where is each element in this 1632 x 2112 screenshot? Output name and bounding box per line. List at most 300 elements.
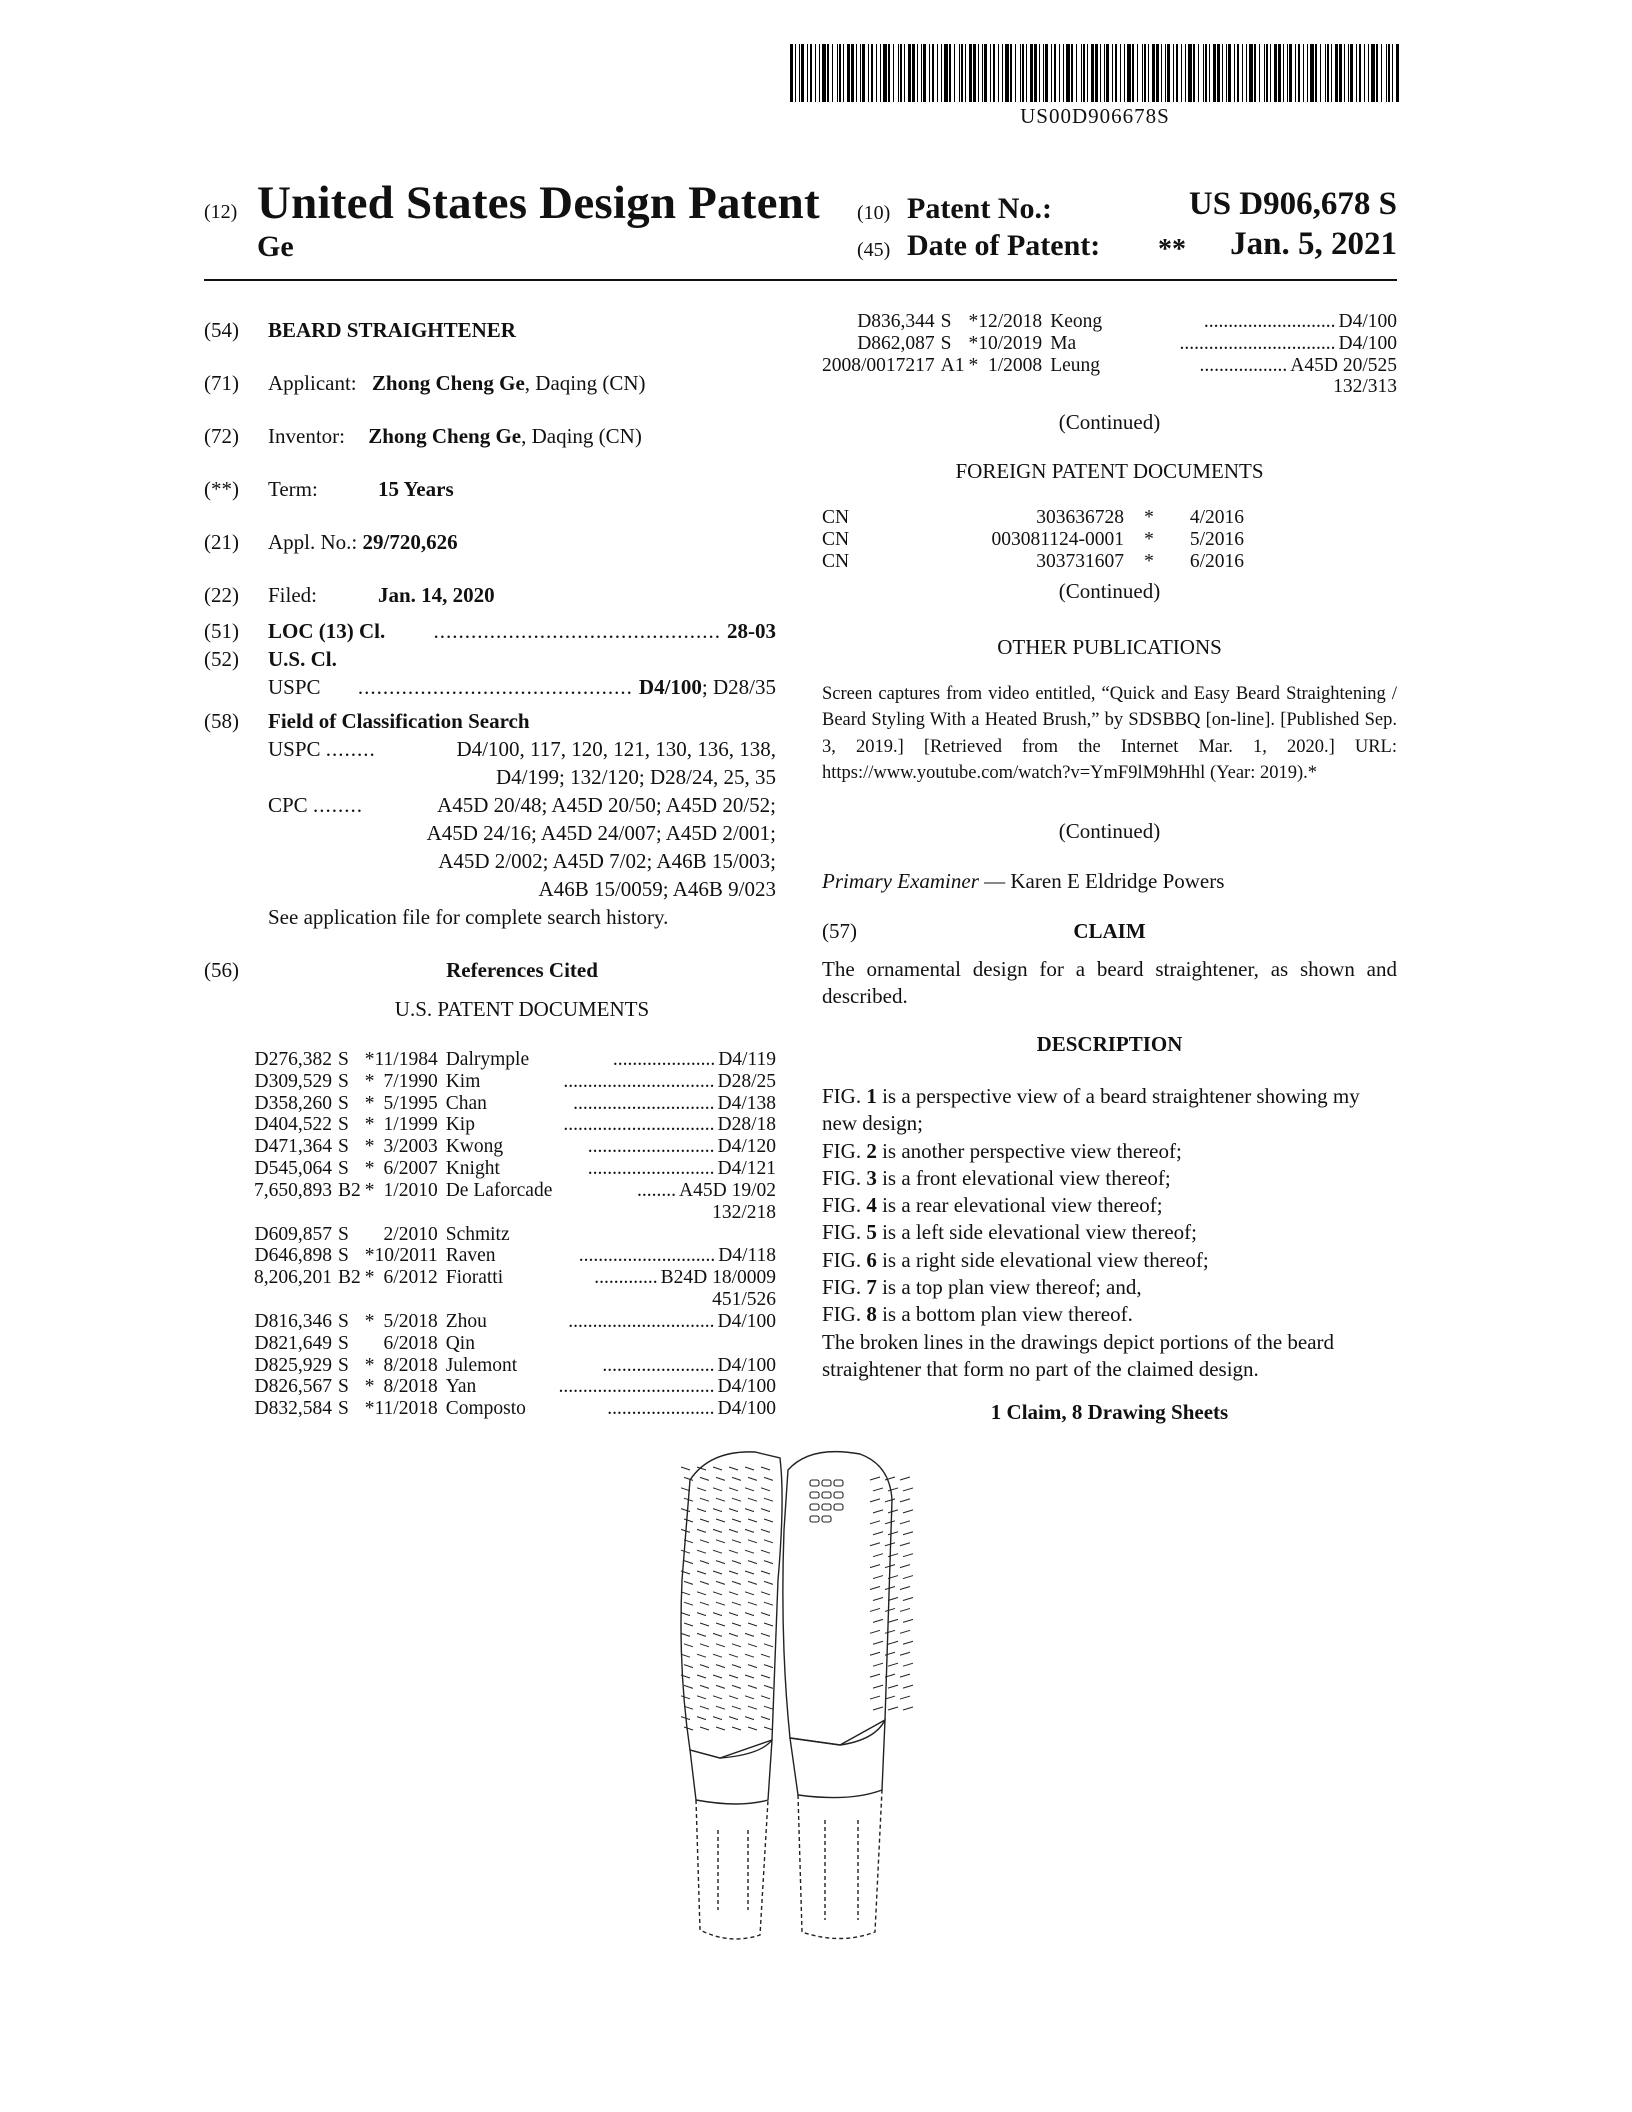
barcode <box>790 44 1400 102</box>
fig-prefix: FIG. <box>822 1302 867 1327</box>
bristle <box>732 1665 741 1668</box>
reference-row <box>254 1311 776 1333</box>
uspc-main-class: D4/100 <box>638 675 702 699</box>
reference-row <box>254 1333 776 1355</box>
ref-number: D836,344 <box>857 311 935 332</box>
ref-class-secondary: 132/313 <box>1333 376 1397 398</box>
bristle <box>684 1623 693 1626</box>
bristle <box>697 1633 706 1636</box>
ref-name: Julemont <box>445 1354 518 1376</box>
barcode-bar <box>923 44 926 102</box>
ref-kind: S <box>338 1070 349 1092</box>
bristle <box>903 1597 913 1600</box>
ref-kind: S <box>338 1223 349 1245</box>
ref-number: D276,382 <box>254 1049 332 1070</box>
barcode-bar <box>1392 44 1393 102</box>
ref-name-cell <box>446 1311 776 1333</box>
bristle <box>870 1543 880 1546</box>
fig-number: 2 <box>866 1138 877 1163</box>
ref-kind: S <box>338 1158 349 1180</box>
foreign-number: 003081124-0001 <box>991 528 1124 550</box>
barcode-bar <box>1071 44 1073 102</box>
ref-pad <box>365 1202 375 1224</box>
bristle <box>713 1717 722 1720</box>
barcode-bar <box>1274 44 1277 102</box>
bristle <box>684 1561 693 1564</box>
bristle <box>716 1477 725 1480</box>
bristle <box>681 1592 690 1595</box>
bristle <box>697 1550 706 1553</box>
ref-name: Fioratti <box>445 1267 504 1289</box>
code-52: (52) <box>204 647 239 671</box>
ref-number: D816,346 <box>254 1310 332 1332</box>
bristle <box>700 1540 709 1543</box>
figure-description <box>822 1301 1397 1328</box>
other-publications-text: Screen captures from video entitled, “Quick and Easy Beard Straightening / Beard Styling With a Heated Brush,” by SDSBBQ [on-line]. [Published Sep. 3, 2019.] [Retrieved from the Internet Mar. 1, 2020.] URL: https://www.youtube.com/watch?v=YmF9lM9hHhl (Year: 2019).* <box>822 684 1397 783</box>
brush-right-bristles <box>870 1477 913 1710</box>
bristle <box>700 1498 709 1501</box>
foreign-docs-title: FOREIGN PATENT DOCUMENTS <box>955 459 1264 483</box>
bristle <box>873 1576 883 1579</box>
ref-name: Kim <box>445 1070 481 1092</box>
ref-dots <box>513 1224 773 1246</box>
foreign-star: * <box>1144 507 1154 528</box>
barcode-bar <box>1242 44 1243 102</box>
bristle <box>903 1619 913 1622</box>
barcode-bar <box>1234 44 1235 102</box>
fig-prefix: FIG. <box>822 1138 867 1163</box>
ref-dots: ............................... <box>563 1114 715 1136</box>
ref-number: D646,898 <box>254 1245 332 1267</box>
barcode-bar <box>998 44 999 102</box>
bristle <box>700 1581 709 1584</box>
bristle <box>745 1509 754 1512</box>
claim-title: CLAIM <box>1073 919 1146 943</box>
ref-pad <box>254 1202 338 1224</box>
barcode-bar <box>984 44 987 102</box>
barcode-bar <box>1359 44 1361 102</box>
ref-date: 1/2008 <box>988 354 1043 376</box>
bristle <box>885 1499 895 1502</box>
ref-date: 6/2012 <box>383 1267 438 1289</box>
barcode-bar <box>1259 44 1260 102</box>
bristle <box>900 1477 910 1480</box>
barcode-bar <box>1091 44 1094 102</box>
barcode-bar <box>969 44 972 102</box>
reference-row <box>254 1049 776 1071</box>
bristle <box>745 1717 754 1720</box>
barcode-bar <box>837 44 838 102</box>
bristle <box>729 1613 738 1616</box>
bristle <box>713 1550 722 1553</box>
ref-number: D609,857 <box>254 1223 332 1245</box>
bristle <box>700 1665 709 1668</box>
bristle <box>732 1623 741 1626</box>
ref-kind: S <box>338 1398 349 1420</box>
bristle <box>729 1675 738 1678</box>
ref-date: 2/2010 <box>383 1223 438 1245</box>
foreign-star: * <box>1144 528 1154 550</box>
bristle <box>748 1519 757 1522</box>
field-uspc-label: USPC <box>268 737 321 761</box>
bristle <box>716 1581 725 1584</box>
bristle <box>873 1488 883 1491</box>
reference-row <box>822 311 1397 333</box>
ref-name-wrap <box>446 1224 776 1246</box>
bristle <box>764 1561 773 1564</box>
description-body <box>822 1083 1397 1383</box>
bristle <box>684 1581 693 1584</box>
ref-pad <box>375 1289 446 1311</box>
bristle <box>681 1467 690 1470</box>
barcode-bar <box>1112 44 1113 102</box>
barcode-bar <box>1043 44 1044 102</box>
bristle <box>684 1644 693 1647</box>
barcode-bar <box>917 44 918 102</box>
search-history-note: See application file for complete search history. <box>268 905 669 929</box>
barcode-bar <box>1368 44 1369 102</box>
bristle <box>761 1529 770 1532</box>
bristle <box>681 1633 690 1636</box>
code-22: (22) <box>204 583 239 607</box>
ref-name-cell <box>446 1224 776 1246</box>
bristle <box>729 1696 738 1699</box>
barcode-bar <box>1120 44 1121 102</box>
ref-class: D28/25 <box>717 1070 776 1092</box>
bristle <box>732 1561 741 1564</box>
ref-date: 10/2011 <box>374 1245 438 1267</box>
bristle <box>873 1510 883 1513</box>
bristle <box>716 1498 725 1501</box>
barcode-bar <box>880 44 881 102</box>
ref-pad <box>338 1289 365 1311</box>
bristle <box>700 1561 709 1564</box>
description-title: DESCRIPTION <box>1036 1032 1183 1056</box>
bristle <box>870 1521 880 1524</box>
ref-name-cell <box>446 1093 776 1115</box>
foreign-country: CN <box>822 528 850 550</box>
bristle <box>697 1509 706 1512</box>
bristle <box>900 1608 910 1611</box>
bristle <box>716 1602 725 1605</box>
bristle <box>700 1727 709 1730</box>
applicant-location: , Daqing (CN) <box>524 371 646 395</box>
barcode-bar <box>1076 44 1077 102</box>
bristle <box>748 1602 757 1605</box>
barcode-bar <box>1152 44 1155 102</box>
ref-kind: A1 <box>940 354 965 376</box>
fig-prefix: FIG. <box>822 1084 867 1108</box>
bristle <box>764 1685 773 1688</box>
ref-name-wrap <box>446 1267 776 1289</box>
bristle <box>732 1706 741 1709</box>
bristle <box>885 1608 895 1611</box>
barcode-bar <box>832 44 833 102</box>
ref-name-cell <box>446 1158 776 1180</box>
filed-label: Filed: <box>268 583 318 607</box>
ref-kind: S <box>338 1136 349 1158</box>
ref-class: A45D 19/02 <box>679 1179 776 1201</box>
ref-name-wrap <box>1050 355 1397 377</box>
ref-name: Chan <box>445 1092 487 1114</box>
foreign-reference-row <box>822 507 1244 529</box>
bristle <box>713 1467 722 1470</box>
bristle <box>745 1467 754 1470</box>
barcode-bar <box>1303 44 1304 102</box>
bristle <box>732 1602 741 1605</box>
barcode-bar <box>1381 44 1382 102</box>
fig-number: 8 <box>866 1302 877 1327</box>
ref-name: Knight <box>445 1158 500 1180</box>
barcode-bar <box>1100 44 1101 102</box>
bristle <box>729 1717 738 1720</box>
bristle <box>748 1644 757 1647</box>
barcode-bar <box>1030 44 1033 102</box>
fig-prefix: FIG. <box>822 1165 867 1190</box>
ref-class: A45D 20/525 <box>1290 354 1397 376</box>
ref-dots: ............................... <box>563 1070 715 1092</box>
figure-description <box>822 1247 1397 1274</box>
brush-left <box>681 1452 782 1939</box>
bristle <box>903 1510 913 1513</box>
ref-pad <box>375 1202 446 1224</box>
foreign-number: 303731607 <box>1036 550 1124 572</box>
bristle <box>764 1540 773 1543</box>
bristle <box>761 1675 770 1678</box>
ref-pad <box>969 376 979 398</box>
primary-examiner-separator: — <box>978 869 1011 893</box>
barcode-bar <box>1270 44 1271 102</box>
ref-dots: ........................... <box>1203 311 1336 332</box>
bristle <box>716 1644 725 1647</box>
bristle <box>764 1623 773 1626</box>
barcode-bar <box>1142 44 1143 102</box>
field-cpc-line-3: A45D 2/002; A45D 7/02; A46B 15/003; <box>438 849 776 873</box>
ref-date: 8/2018 <box>383 1354 438 1376</box>
ref-date: 1/1999 <box>383 1114 438 1136</box>
ref-number: D821,649 <box>254 1332 332 1354</box>
ref-number: D862,087 <box>857 332 935 354</box>
bristle <box>900 1587 910 1590</box>
barcode-bar <box>1350 44 1353 102</box>
barcode-bar <box>822 44 826 102</box>
ref-kind: S <box>338 1332 349 1354</box>
bristle <box>732 1685 741 1688</box>
ref-kind: S <box>940 332 952 354</box>
barcode-bar <box>860 44 861 102</box>
bristle <box>700 1602 709 1605</box>
ref-pad <box>941 376 969 398</box>
bristle <box>761 1467 770 1470</box>
barcode-bar <box>839 44 841 102</box>
barcode-bar <box>1307 44 1308 102</box>
barcode-bar <box>1137 44 1138 102</box>
barcode-bar <box>1148 44 1149 102</box>
barcode-bar <box>982 44 983 102</box>
bristle <box>745 1550 754 1553</box>
brush-left-head <box>681 1452 782 1758</box>
bristle <box>903 1685 913 1688</box>
bristle <box>761 1654 770 1657</box>
ref-kind: S <box>338 1376 349 1398</box>
fig-number: 3 <box>866 1165 877 1190</box>
ref-class: D4/100 <box>1338 311 1397 332</box>
ref-star: * <box>364 1376 375 1398</box>
brush-left-bristles <box>681 1467 773 1730</box>
barcode-bar <box>1320 44 1321 102</box>
bristle <box>761 1696 770 1699</box>
bristle <box>697 1592 706 1595</box>
fig-text: is another perspective view thereof; <box>876 1138 1182 1163</box>
barcode-bar <box>1167 44 1170 102</box>
bristle <box>764 1519 773 1522</box>
fig-text: is a perspective view of a beard straightener showing my new design; <box>822 1084 1360 1136</box>
bristle <box>716 1727 725 1730</box>
bristle <box>870 1499 880 1502</box>
ref-name: Leung <box>1050 354 1101 376</box>
bristle <box>873 1532 883 1535</box>
appl-number: 29/720,626 <box>362 530 458 554</box>
inventor-location: , Daqing (CN) <box>521 424 642 448</box>
ref-class: D4/120 <box>717 1136 776 1158</box>
fig-number: 4 <box>866 1193 877 1218</box>
barcode-bar <box>1161 44 1162 102</box>
barcode-bar <box>1356 44 1357 102</box>
barcode-bar <box>843 44 844 102</box>
bristle <box>764 1665 773 1668</box>
ref-star: * <box>968 332 979 354</box>
ref-name-wrap <box>446 1049 776 1071</box>
date-label: Date of Patent: <box>907 229 1101 262</box>
bristle <box>764 1581 773 1584</box>
barcode-bar <box>1176 44 1178 102</box>
ref-dots: .......................... <box>587 1136 715 1158</box>
ref-date: 1/2010 <box>383 1179 438 1201</box>
ref-date: 5/2018 <box>383 1310 438 1332</box>
ref-star: * <box>968 311 979 332</box>
ref-name-cell <box>446 1398 776 1420</box>
ref-pad <box>978 376 1050 398</box>
patent-date: Jan. 5, 2021 <box>1230 226 1397 262</box>
bristle <box>745 1696 754 1699</box>
bristle <box>764 1706 773 1709</box>
loc-label: LOC (13) Cl. <box>268 619 386 643</box>
ref-class-secondary: 451/526 <box>712 1289 776 1311</box>
ref-class: D4/138 <box>717 1092 776 1114</box>
barcode-bar <box>1348 44 1349 102</box>
bristle <box>681 1654 690 1657</box>
ref-star: * <box>364 1049 375 1070</box>
ref-dots: .................. <box>1199 354 1288 376</box>
fig-text: is a rear elevational view thereof; <box>876 1193 1163 1218</box>
reference-row <box>254 1224 776 1246</box>
barcode-bar <box>921 44 922 102</box>
ref-name-cell <box>446 1355 776 1377</box>
applicant-name: Zhong Cheng Ge <box>371 371 525 395</box>
bristle <box>729 1592 738 1595</box>
ref-name-cell <box>446 1267 776 1289</box>
barcode-bar <box>1198 44 1199 102</box>
bristle <box>764 1602 773 1605</box>
bristle <box>748 1727 757 1730</box>
filed-date: Jan. 14, 2020 <box>378 583 495 607</box>
bristle <box>870 1608 880 1611</box>
bristle <box>745 1592 754 1595</box>
barcode-bar <box>827 44 829 102</box>
code-10: (10) <box>857 202 891 224</box>
bristle <box>761 1592 770 1595</box>
ref-number: D471,364 <box>254 1136 332 1158</box>
ref-name: Zhou <box>445 1310 487 1332</box>
fig-number: 6 <box>866 1247 877 1272</box>
ref-name-cell <box>1050 333 1397 355</box>
ref-dots: ....................... <box>602 1354 715 1376</box>
patent-no-label: Patent No.: <box>907 192 1052 225</box>
appl-row <box>268 530 458 555</box>
ref-dots: ............................ <box>578 1245 716 1267</box>
ref-name-wrap <box>446 1071 776 1093</box>
bristle <box>888 1663 898 1666</box>
claim-summary: 1 Claim, 8 Drawing Sheets <box>990 1400 1229 1424</box>
bristle <box>713 1654 722 1657</box>
ref-class: D4/100 <box>717 1310 776 1332</box>
inventor-row <box>268 424 642 449</box>
barcode-bar <box>1127 44 1131 102</box>
ref-class: D28/18 <box>717 1114 776 1136</box>
barcode-bar <box>1344 44 1345 102</box>
barcode-bar <box>954 44 955 102</box>
foreign-reference-row <box>822 551 1244 573</box>
invention-title: BEARD STRAIGHTENER <box>268 318 516 342</box>
bristle <box>885 1696 895 1699</box>
barcode-bar <box>944 44 948 102</box>
bristle <box>748 1561 757 1564</box>
brush-right <box>783 1452 892 1939</box>
bristle <box>903 1707 913 1710</box>
fig-text: is a front elevational view thereof; <box>876 1165 1171 1190</box>
barcode-bar <box>799 44 800 102</box>
barcode-bar <box>1209 44 1210 102</box>
ref-dots: ............................. <box>573 1092 715 1114</box>
barcode-bar <box>1376 44 1378 102</box>
code-57: (57) <box>822 919 857 943</box>
bristle <box>888 1510 898 1513</box>
barcode-bar <box>1132 44 1134 102</box>
continued-foreign-refs: (Continued) <box>1058 579 1161 603</box>
barcode-bar <box>1278 44 1281 102</box>
foreign-reference-row <box>822 529 1244 551</box>
ref-name-cell <box>1050 311 1397 333</box>
barcode-bar <box>1002 44 1003 102</box>
barcode-bar <box>1325 44 1326 102</box>
barcode-bar <box>904 44 905 102</box>
barcode-bar <box>1264 44 1265 102</box>
bristle <box>748 1685 757 1688</box>
uspc-row <box>268 675 776 700</box>
barcode-bar <box>1010 44 1012 102</box>
ref-date: 5/1995 <box>383 1092 438 1114</box>
ref-number: D545,064 <box>254 1158 332 1180</box>
foreign-country: CN <box>822 507 850 528</box>
field-uspc-line-1: D4/100, 117, 120, 121, 130, 136, 138, <box>456 737 776 761</box>
fig-text: is a bottom plan view thereof. <box>876 1302 1133 1327</box>
inventor-label: Inventor: <box>268 424 345 448</box>
bristle <box>681 1696 690 1699</box>
bristle <box>745 1613 754 1616</box>
bristle <box>903 1576 913 1579</box>
barcode-bar <box>883 44 887 102</box>
barcode-bar <box>961 44 963 102</box>
